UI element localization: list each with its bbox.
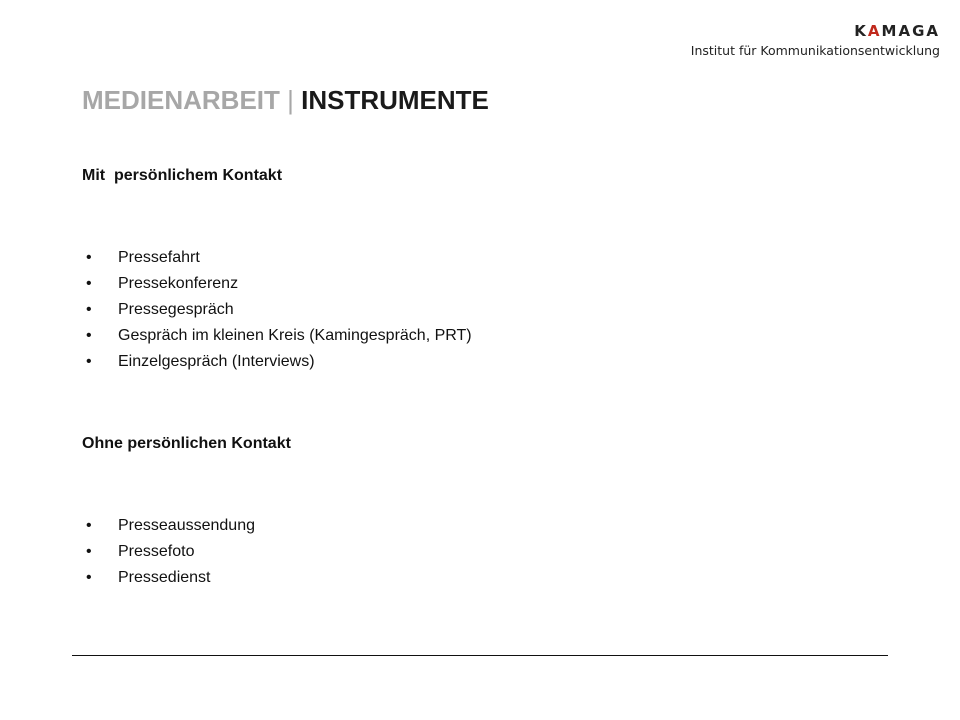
- title-separator: |: [279, 85, 302, 115]
- logo-brand: [691, 22, 940, 40]
- bullet-icon: •: [86, 517, 92, 534]
- bullet-icon: •: [86, 543, 92, 560]
- list-item: [82, 271, 472, 297]
- bullet-list-personal: [82, 245, 472, 375]
- title-part-grey: MEDIENARBEIT: [82, 85, 280, 115]
- section-heading-personal: Mit persönlichem Kontakt: [82, 167, 283, 184]
- list-item-label: Pressekonferenz: [118, 275, 239, 292]
- logo-brand-part: K: [854, 22, 868, 40]
- slide-title: [82, 84, 489, 116]
- bullet-icon: •: [86, 353, 92, 370]
- kamaga-logo: [691, 22, 940, 59]
- list-item: [82, 349, 472, 375]
- list-item-label: Pressegespräch: [118, 301, 234, 318]
- list-item-label: Presseaussendung: [118, 517, 255, 534]
- list-item: [82, 539, 255, 565]
- bullet-icon: •: [86, 249, 92, 266]
- title-part-dark: INSTRUMENTE: [301, 85, 489, 115]
- bullet-icon: •: [86, 301, 92, 318]
- list-item: [82, 297, 472, 323]
- list-item-label: Einzelgespräch (Interviews): [118, 353, 315, 370]
- list-item: [82, 513, 255, 539]
- list-item: [82, 245, 472, 271]
- list-item-label: Pressefahrt: [118, 249, 200, 266]
- bullet-icon: •: [86, 327, 92, 344]
- bullet-icon: •: [86, 275, 92, 292]
- bullet-icon: •: [86, 569, 92, 586]
- list-item: [82, 323, 472, 349]
- section-heading-nonpersonal: Ohne persönlichen Kontakt: [82, 435, 291, 452]
- list-item: [82, 565, 255, 591]
- logo-brand-accent: A: [867, 22, 882, 40]
- list-item-label: Gespräch im kleinen Kreis (Kamingespräch, PRT): [118, 327, 472, 344]
- list-item-label: Pressedienst: [118, 569, 211, 586]
- footer-divider: [72, 655, 888, 656]
- logo-subtitle: Institut für Kommunikationsentwicklung: [690, 43, 940, 58]
- bullet-list-nonpersonal: [82, 513, 255, 591]
- list-item-label: Pressefoto: [118, 543, 195, 560]
- logo-brand-part: MAGA: [881, 22, 940, 40]
